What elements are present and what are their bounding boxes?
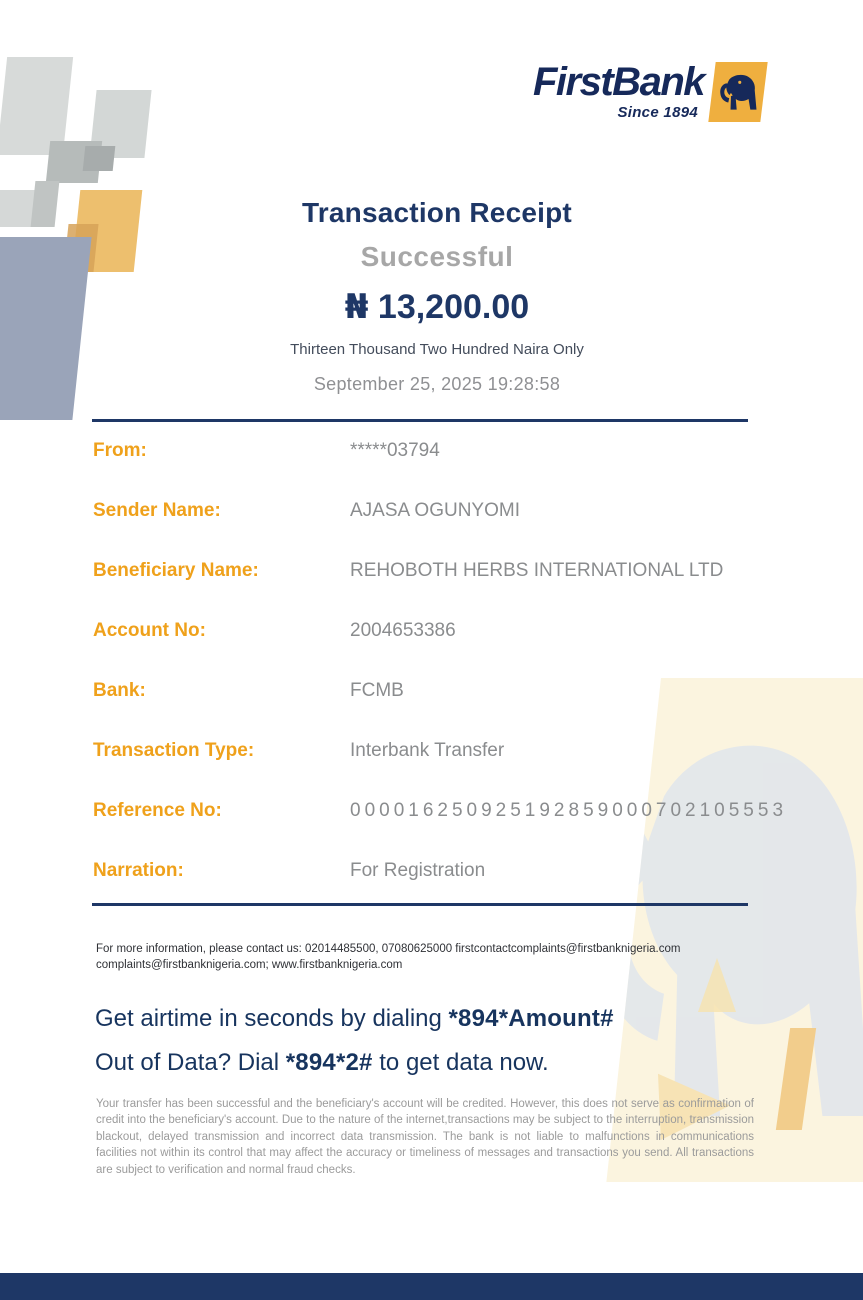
divider-top [92,419,748,422]
detail-value: *****03794 [350,440,440,461]
airtime-text: Get airtime in seconds by dialing [95,1005,449,1032]
detail-value: Interbank Transfer [350,740,505,761]
detail-row [93,740,833,800]
logo-text-block [533,62,704,121]
detail-value: REHOBOTH HERBS INTERNATIONAL LTD [350,560,724,581]
detail-label: Beneficiary Name: [93,560,259,581]
elephant-icon [716,67,760,117]
amount-value: 13,200.00 [377,288,530,326]
detail-row [93,800,833,860]
firstbank-logo [533,62,764,122]
detail-value: 2004653386 [350,620,456,641]
detail-label: Sender Name: [93,500,221,521]
deco-tile [83,146,116,171]
data-line [95,1041,795,1085]
page-title: Transaction Receipt [302,197,572,228]
airtime-ussd-code: *894*Amount# [448,1005,614,1032]
contact-info: For more information, please contact us: 02014485500, 07080625000 firstcontactcomplaints@firstbanknigeria.com complaints@firstbanknigeria.com; www.firstbanknigeria.com [96,943,681,971]
detail-row [93,680,833,740]
detail-value: AJASA OGUNYOMI [350,500,520,521]
details-list [93,440,833,920]
deco-tile [31,181,60,227]
brand-name: FirstBank [533,60,704,104]
divider-bottom [92,903,748,906]
transaction-datetime: September 25, 2025 19:28:58 [313,374,561,394]
detail-label: From: [93,440,147,461]
footer-bar [0,1273,863,1300]
promo-block [95,997,795,1085]
airtime-line [95,997,795,1041]
naira-symbol: ₦ [344,287,369,327]
detail-value: FCMB [350,680,404,701]
detail-label: Reference No: [93,800,222,821]
deco-tile-blue [0,237,92,420]
amount-in-words: Thirteen Thousand Two Hundred Naira Only [290,341,584,358]
detail-label: Bank: [93,680,146,701]
data-ussd-code: *894*2# [285,1049,373,1076]
detail-row [93,860,833,920]
brand-tagline: Since 1894 [617,104,698,121]
data-text-prefix: Out of Data? Dial [95,1049,286,1076]
amount [91,287,783,327]
detail-label: Narration: [93,860,184,881]
detail-row [93,620,833,680]
elephant-badge [708,62,767,122]
detail-row [93,500,833,560]
disclaimer-text: Your transfer has been successful and the beneficiary's account will be credited. However, this does not serve as confirmation of credit into the beneficiary's account. Due to the nature of the internet,transactions may be subject to the interruption, transmission blackout, delayed transmission and incorrect data transmission. The bank is not liable to malfunctions in communications facilities not within its control that may affect the accuracy or timeliness of messages and transactions you send. All transactions are subject to verification and normal fraud checks. [96,1098,754,1176]
detail-label: Account No: [93,620,206,641]
detail-label: Transaction Type: [93,740,255,761]
status-text: Successful [360,241,514,272]
detail-row [93,560,833,620]
detail-value: 000016250925192859000702105553 [350,800,788,821]
detail-value: For Registration [350,860,486,881]
data-text-suffix: to get data now. [372,1049,549,1076]
detail-row [93,440,833,500]
